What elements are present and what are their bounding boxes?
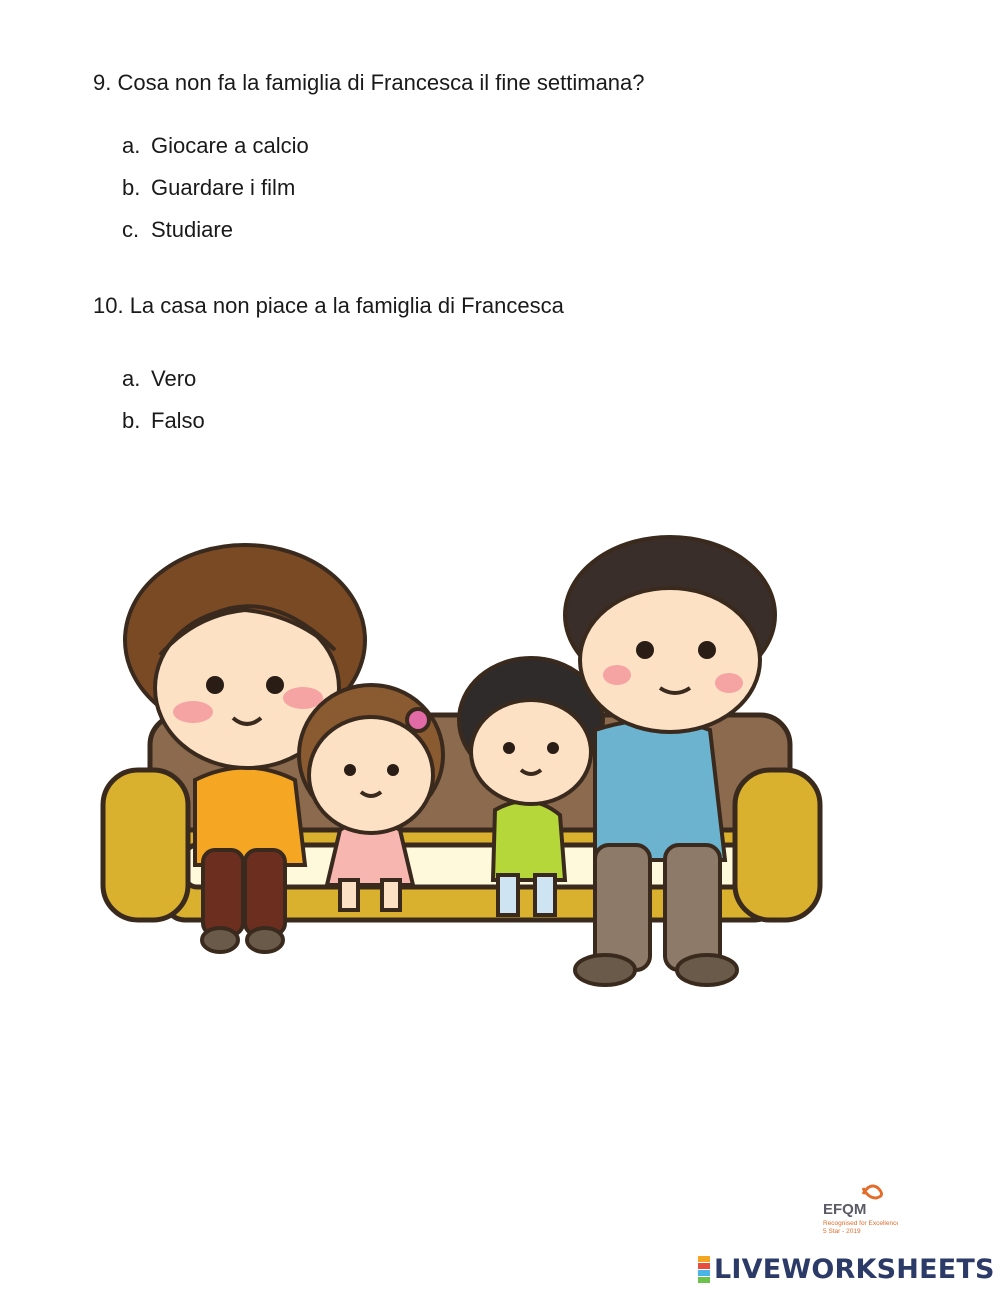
option-letter: b. (122, 408, 141, 433)
family-on-sofa-illustration (95, 530, 830, 1000)
efqm-wordmark: EFQM (823, 1201, 867, 1218)
option-text: Guardare i film (151, 175, 296, 200)
question-9-option-b[interactable] (122, 175, 295, 201)
question-10-option-a[interactable] (122, 366, 196, 392)
question-9-option-a[interactable] (122, 133, 309, 159)
question-10-text: 10. La casa non piace a la famiglia di Francesca (93, 293, 564, 318)
question-9-text: 9. Cosa non fa la famiglia di Francesca il fine settimana? (93, 70, 645, 95)
option-letter: b. (122, 175, 141, 200)
question-10-option-b[interactable] (122, 408, 205, 434)
option-letter: a. (122, 366, 141, 391)
option-letter: c. (122, 217, 140, 242)
option-text: Vero (151, 366, 197, 391)
option-text: Falso (151, 408, 205, 433)
option-letter: a. (122, 133, 141, 158)
option-text: Giocare a calcio (151, 133, 309, 158)
option-text: Studiare (151, 217, 233, 242)
liveworksheets-blocks-icon (698, 1256, 710, 1283)
efqm-line1: Recognised for Excellence (823, 1220, 898, 1227)
liveworksheets-logo (698, 1254, 995, 1285)
efqm-logo (808, 1176, 898, 1242)
question-9-option-c[interactable] (122, 217, 233, 243)
efqm-line2: 5 Star - 2019 (823, 1228, 861, 1235)
liveworksheets-wordmark: LIVEWORKSHEETS (714, 1254, 995, 1285)
